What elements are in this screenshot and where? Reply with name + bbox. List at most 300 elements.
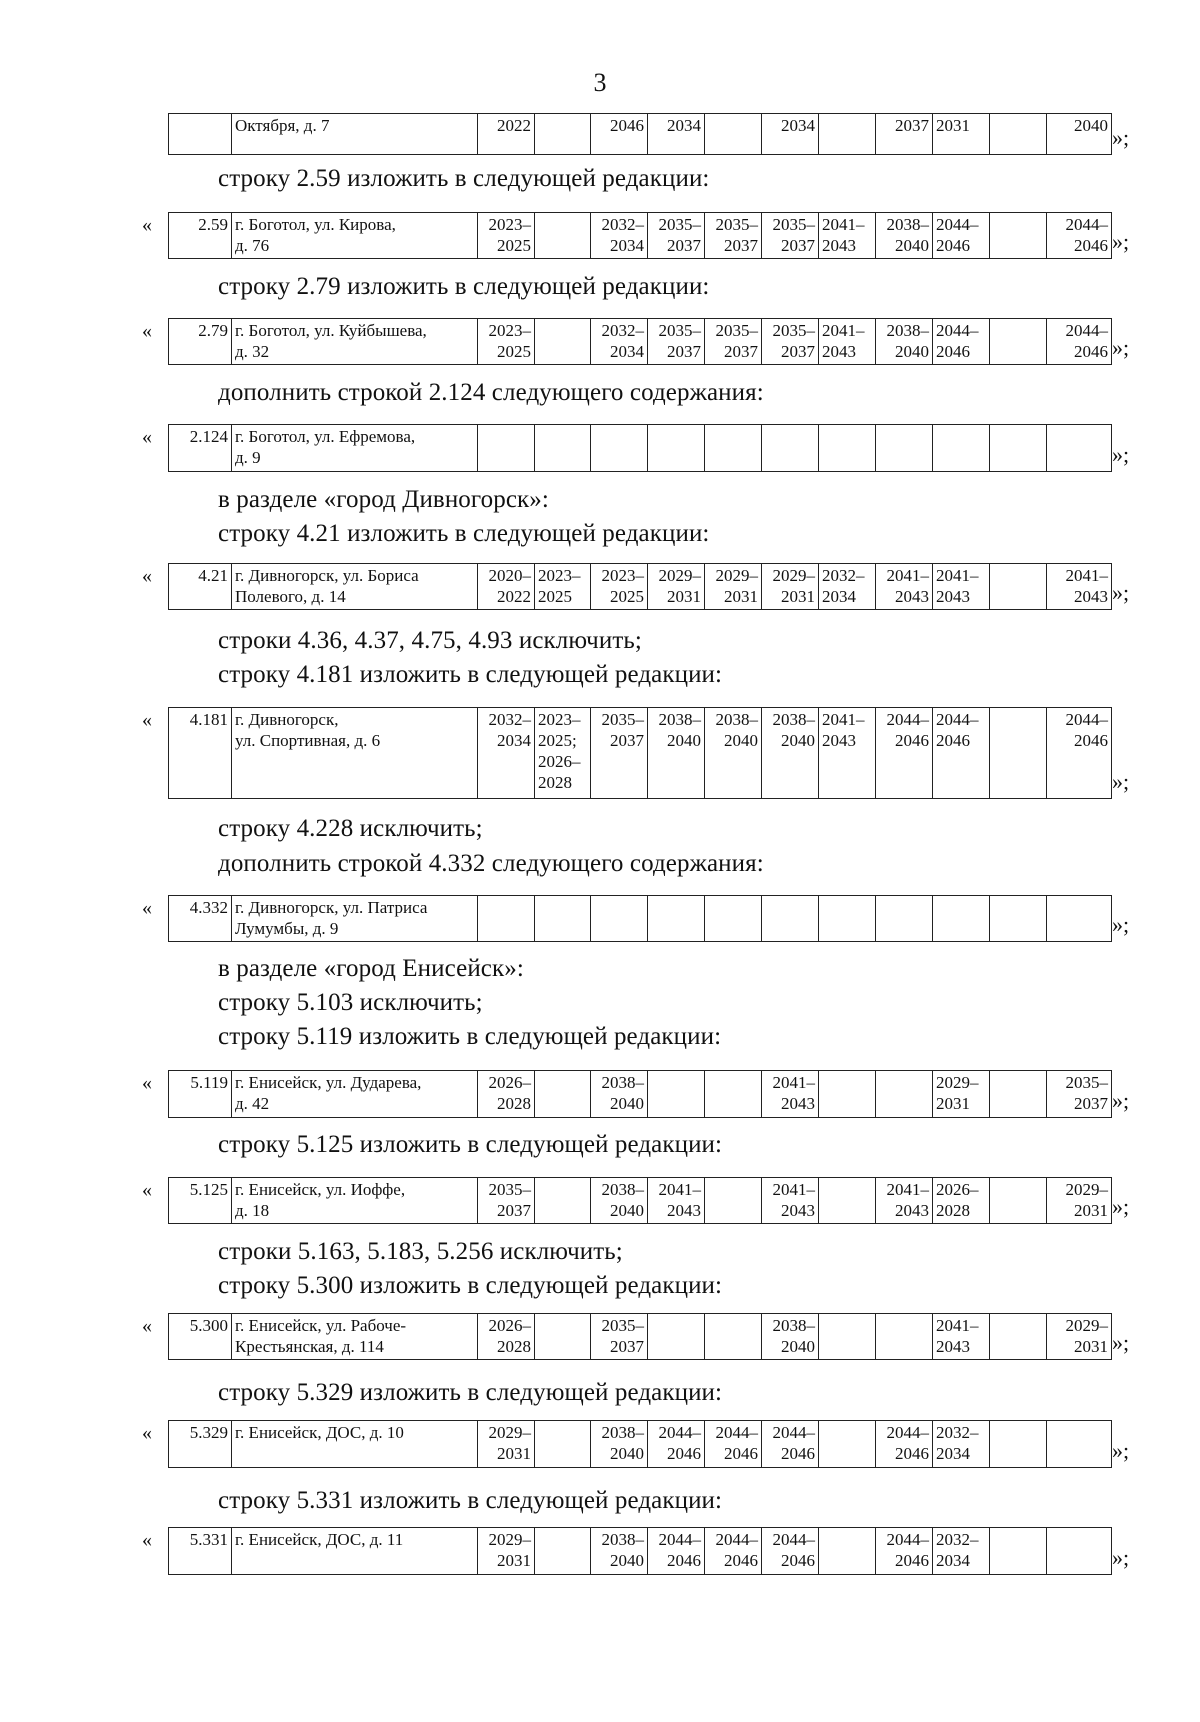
period-cell [535, 1528, 591, 1575]
period-value: 2038– 2040 [886, 215, 929, 255]
period-cell [705, 1314, 762, 1360]
period-cell [990, 708, 1047, 799]
period-cell [990, 564, 1047, 610]
period-value: 2044– 2046 [772, 1423, 815, 1463]
period-value: 2035– 2037 [658, 215, 701, 255]
period-value: 2035– 2037 [488, 1180, 531, 1220]
period-value: 2041– 2043 [822, 710, 865, 750]
period-cell [648, 1421, 705, 1468]
period-cell [990, 1421, 1047, 1468]
row-number-cell [169, 319, 232, 365]
period-cell [535, 425, 591, 472]
period-value: 2035– 2037 [658, 321, 701, 361]
instruction-4-181: строку 4.181 изложить в следующей редакции: [218, 661, 723, 688]
period-cell [535, 1421, 591, 1468]
open-quote: « [142, 1422, 152, 1444]
period-cell [1047, 114, 1112, 155]
period-cell [648, 114, 705, 155]
open-quote: « [142, 1179, 152, 1201]
period-cell [876, 319, 933, 365]
close-quote: »; [1112, 769, 1130, 794]
period-value: 2041– 2043 [658, 1180, 701, 1220]
period-cell [1047, 425, 1112, 472]
period-cell [478, 708, 535, 799]
period-cell [705, 114, 762, 155]
row-number-cell [169, 1314, 232, 1360]
period-cell [990, 1528, 1047, 1575]
period-cell [648, 708, 705, 799]
period-cell [819, 1178, 876, 1224]
period-cell [591, 708, 648, 799]
period-cell [478, 1314, 535, 1360]
address-cell [232, 1421, 478, 1468]
period-value: 2032– 2034 [936, 1423, 979, 1463]
period-cell [933, 1314, 990, 1360]
period-cell [933, 708, 990, 799]
period-cell [762, 114, 819, 155]
address-cell [232, 425, 478, 472]
period-cell [535, 213, 591, 259]
period-cell [762, 1528, 819, 1575]
period-value: 2035– 2037 [1065, 1073, 1108, 1113]
row-number-cell [169, 425, 232, 472]
period-cell [1047, 708, 1112, 799]
period-cell [591, 114, 648, 155]
open-quote: « [142, 1072, 152, 1094]
period-value: 2041– 2043 [772, 1180, 815, 1220]
period-value: 2026– 2028 [936, 1180, 979, 1220]
period-value: 2044– 2046 [1065, 321, 1108, 361]
period-value: 2029– 2031 [488, 1423, 531, 1463]
period-value: 2046 [610, 116, 644, 135]
close-quote: »; [1112, 1330, 1130, 1355]
open-quote: « [142, 320, 152, 342]
period-cell [762, 1421, 819, 1468]
period-value: 2037 [895, 116, 929, 135]
instruction-exclude-5-163: строки 5.163, 5.183, 5.256 исключить; [218, 1238, 623, 1265]
period-value: 2032– 2034 [936, 1530, 979, 1570]
period-cell [478, 1071, 535, 1118]
address-cell [232, 896, 478, 942]
close-quote: »; [1112, 1088, 1130, 1113]
instruction-exclude-4-36: строки 4.36, 4.37, 4.75, 4.93 исключить; [218, 627, 642, 654]
period-cell [933, 114, 990, 155]
period-value: 2034 [667, 116, 701, 135]
period-cell [1047, 1421, 1112, 1468]
open-quote: « [142, 214, 152, 236]
instruction-5-329: строку 5.329 изложить в следующей редакции: [218, 1379, 723, 1406]
period-value: 2029– 2031 [488, 1530, 531, 1570]
table-row-4-332 [168, 895, 1112, 942]
period-value: 2032– 2034 [822, 566, 865, 606]
period-cell [1047, 319, 1112, 365]
open-quote: « [142, 1315, 152, 1337]
period-cell [762, 564, 819, 610]
period-value: 2044– 2046 [936, 710, 979, 750]
address-cell [232, 114, 478, 155]
period-cell [876, 213, 933, 259]
instruction-2-59: строку 2.59 изложить в следующей редакции: [218, 165, 710, 192]
period-cell [648, 896, 705, 942]
period-cell [535, 896, 591, 942]
period-value: 2044– 2046 [886, 1423, 929, 1463]
period-value: 2044– 2046 [1065, 215, 1108, 255]
row-number-cell [169, 1071, 232, 1118]
period-cell [705, 319, 762, 365]
period-value: 2020– 2022 [488, 566, 531, 606]
period-value: 2044– 2046 [715, 1423, 758, 1463]
address-text: г. Енисейск, ул. Дударева, д. 42 [235, 1073, 422, 1113]
period-cell [591, 896, 648, 942]
period-cell [876, 1178, 933, 1224]
period-value: 2041– 2043 [886, 1180, 929, 1220]
row-number: 5.329 [189, 1423, 228, 1442]
table-row-5-119 [168, 1070, 1112, 1118]
period-value: 2041– 2043 [822, 215, 865, 255]
table-row-continued [168, 113, 1112, 155]
period-value: 2023– 2025; 2026– 2028 [538, 710, 581, 792]
period-value: 2023– 2025 [488, 321, 531, 361]
instruction-4-332: дополнить строкой 4.332 следующего содержания: [218, 850, 764, 877]
period-cell [933, 1528, 990, 1575]
period-value: 2038– 2040 [601, 1530, 644, 1570]
period-cell [819, 213, 876, 259]
period-cell [648, 319, 705, 365]
period-cell [819, 1314, 876, 1360]
period-cell [1047, 213, 1112, 259]
period-cell [990, 114, 1047, 155]
open-quote: « [142, 426, 152, 448]
instruction-exclude-4-228: строку 4.228 исключить; [218, 815, 483, 842]
period-value: 2029– 2031 [715, 566, 758, 606]
address-text: г. Боготол, ул. Куйбышева, д. 32 [235, 321, 427, 361]
period-cell [705, 1178, 762, 1224]
address-text: г. Боготол, ул. Ефремова, д. 9 [235, 427, 416, 467]
period-cell [762, 425, 819, 472]
row-number: 5.119 [190, 1073, 228, 1092]
address-text: г. Енисейск, ДОС, д. 11 [235, 1530, 404, 1549]
period-value: 2044– 2046 [658, 1530, 701, 1570]
period-cell [478, 896, 535, 942]
period-cell [762, 1071, 819, 1118]
period-value: 2032– 2034 [601, 215, 644, 255]
period-value: 2029– 2031 [936, 1073, 979, 1113]
period-cell [648, 213, 705, 259]
period-value: 2023– 2025 [538, 566, 581, 606]
period-value: 2041– 2043 [772, 1073, 815, 1113]
period-value: 2044– 2046 [936, 321, 979, 361]
period-cell [876, 708, 933, 799]
period-value: 2035– 2037 [715, 215, 758, 255]
period-cell [648, 1314, 705, 1360]
period-cell [1047, 1178, 1112, 1224]
period-cell [990, 1071, 1047, 1118]
instruction-2-124: дополнить строкой 2.124 следующего содержания: [218, 379, 764, 406]
period-value: 2029– 2031 [1065, 1180, 1108, 1220]
period-value: 2026– 2028 [488, 1316, 531, 1356]
period-cell [535, 114, 591, 155]
instruction-4-21: строку 4.21 изложить в следующей редакции: [218, 520, 710, 547]
close-quote: »; [1112, 335, 1130, 360]
period-cell [705, 213, 762, 259]
period-value: 2044– 2046 [1065, 710, 1108, 750]
period-value: 2032– 2034 [488, 710, 531, 750]
instruction-exclude-5-103: строку 5.103 исключить; [218, 989, 483, 1016]
period-cell [1047, 1314, 1112, 1360]
period-cell [478, 1528, 535, 1575]
row-number: 2.79 [198, 321, 228, 340]
period-cell [819, 319, 876, 365]
table-row-2-79 [168, 318, 1112, 365]
period-cell [990, 213, 1047, 259]
open-quote: « [142, 709, 152, 731]
address-text: г. Дивногорск, ул. Патриса Лумумбы, д. 9 [235, 898, 428, 938]
period-value: 2035– 2037 [772, 321, 815, 361]
period-cell [478, 1178, 535, 1224]
period-cell [819, 1421, 876, 1468]
address-text: г. Енисейск, ДОС, д. 10 [235, 1423, 404, 1442]
period-cell [933, 564, 990, 610]
row-number-cell [169, 213, 232, 259]
close-quote: »; [1112, 442, 1130, 467]
row-number-cell [169, 708, 232, 799]
address-text: г. Дивногорск, ул. Бориса Полевого, д. 14 [235, 566, 419, 606]
period-value: 2029– 2031 [772, 566, 815, 606]
close-quote: »; [1112, 1194, 1130, 1219]
period-cell [591, 425, 648, 472]
address-cell [232, 213, 478, 259]
period-value: 2035– 2037 [772, 215, 815, 255]
period-value: 2044– 2046 [658, 1423, 701, 1463]
close-quote: »; [1112, 1438, 1130, 1463]
period-cell [990, 896, 1047, 942]
period-cell [762, 213, 819, 259]
period-cell [705, 1528, 762, 1575]
period-cell [478, 114, 535, 155]
period-cell [1047, 1071, 1112, 1118]
period-cell [876, 1528, 933, 1575]
address-text: г. Енисейск, ул. Рабоче- Крестьянская, д. 114 [235, 1316, 407, 1356]
row-number: 5.331 [189, 1530, 228, 1549]
period-value: 2038– 2040 [658, 710, 701, 750]
row-number: 5.300 [189, 1316, 228, 1335]
address-cell [232, 708, 478, 799]
period-cell [990, 1314, 1047, 1360]
period-value: 2041– 2043 [936, 1316, 979, 1356]
period-cell [819, 1528, 876, 1575]
period-cell [478, 564, 535, 610]
period-cell [876, 1071, 933, 1118]
open-quote: « [142, 897, 152, 919]
period-cell [591, 1178, 648, 1224]
period-value: 2023– 2025 [601, 566, 644, 606]
period-value: 2044– 2046 [715, 1530, 758, 1570]
period-cell [648, 1071, 705, 1118]
period-value: 2038– 2040 [772, 710, 815, 750]
period-value: 2031 [936, 116, 970, 135]
period-cell [591, 1071, 648, 1118]
close-quote: »; [1112, 1545, 1130, 1570]
instruction-5-300: строку 5.300 изложить в следующей редакции: [218, 1272, 723, 1299]
period-value: 2029– 2031 [658, 566, 701, 606]
period-cell [705, 1071, 762, 1118]
period-cell [591, 319, 648, 365]
period-value: 2044– 2046 [886, 710, 929, 750]
section-divnogorsk: в разделе «город Дивногорск»: [218, 486, 549, 513]
period-cell [933, 1071, 990, 1118]
period-value: 2041– 2043 [822, 321, 865, 361]
period-value: 2029– 2031 [1065, 1316, 1108, 1356]
period-cell [819, 1071, 876, 1118]
instruction-5-119: строку 5.119 изложить в следующей редакции: [218, 1023, 722, 1050]
period-cell [876, 1421, 933, 1468]
period-value: 2034 [781, 116, 815, 135]
period-value: 2044– 2046 [886, 1530, 929, 1570]
period-cell [933, 1178, 990, 1224]
period-value: 2041– 2043 [936, 566, 979, 606]
period-value: 2038– 2040 [601, 1180, 644, 1220]
period-cell [876, 114, 933, 155]
period-cell [819, 114, 876, 155]
period-cell [535, 1178, 591, 1224]
address-cell [232, 1071, 478, 1118]
period-value: 2038– 2040 [601, 1073, 644, 1113]
period-cell [876, 425, 933, 472]
period-cell [819, 708, 876, 799]
address-text: г. Боготол, ул. Кирова, д. 76 [235, 215, 396, 255]
period-value: 2022 [497, 116, 531, 135]
period-value: 2041– 2043 [886, 566, 929, 606]
table-row-2-59 [168, 212, 1112, 259]
period-value: 2026– 2028 [488, 1073, 531, 1113]
table-row-5-125 [168, 1177, 1112, 1224]
period-cell [535, 564, 591, 610]
row-number: 2.59 [198, 215, 228, 234]
row-number-cell [169, 564, 232, 610]
address-cell [232, 1528, 478, 1575]
period-cell [648, 425, 705, 472]
row-number: 4.332 [189, 898, 228, 917]
period-cell [762, 896, 819, 942]
table-row-5-331 [168, 1527, 1112, 1575]
address-text: г. Дивногорск, ул. Спортивная, д. 6 [235, 710, 381, 750]
open-quote: « [142, 565, 152, 587]
close-quote: »; [1112, 912, 1130, 937]
row-number-cell [169, 1421, 232, 1468]
table-row-5-329 [168, 1420, 1112, 1468]
period-cell [876, 1314, 933, 1360]
page-number: 3 [593, 68, 607, 97]
period-cell [990, 1178, 1047, 1224]
period-cell [1047, 564, 1112, 610]
period-cell [478, 213, 535, 259]
period-cell [762, 1178, 819, 1224]
period-cell [535, 1314, 591, 1360]
instruction-5-125: строку 5.125 изложить в следующей редакции: [218, 1131, 723, 1158]
period-cell [478, 425, 535, 472]
period-value: 2044– 2046 [772, 1530, 815, 1570]
period-cell [535, 708, 591, 799]
row-number: 5.125 [189, 1180, 228, 1199]
close-quote: »; [1112, 229, 1130, 254]
period-cell [933, 213, 990, 259]
period-cell [1047, 1528, 1112, 1575]
period-cell [535, 1071, 591, 1118]
table-row-4-181 [168, 707, 1112, 799]
period-cell [933, 425, 990, 472]
period-value: 2038– 2040 [886, 321, 929, 361]
period-cell [990, 319, 1047, 365]
period-cell [648, 1178, 705, 1224]
address-text: Октября, д. 7 [235, 116, 330, 135]
period-value: 2035– 2037 [601, 1316, 644, 1356]
period-cell [648, 1528, 705, 1575]
address-cell [232, 1314, 478, 1360]
period-cell [478, 319, 535, 365]
section-eniseysk: в разделе «город Енисейск»: [218, 955, 524, 982]
period-cell [762, 1314, 819, 1360]
period-cell [876, 564, 933, 610]
period-value: 2038– 2040 [601, 1423, 644, 1463]
period-value: 2035– 2037 [601, 710, 644, 750]
table-row-4-21 [168, 563, 1112, 610]
instruction-2-79: строку 2.79 изложить в следующей редакции: [218, 273, 710, 300]
period-cell [762, 319, 819, 365]
period-cell [819, 425, 876, 472]
address-cell [232, 564, 478, 610]
period-cell [705, 896, 762, 942]
period-cell [933, 896, 990, 942]
period-cell [819, 896, 876, 942]
address-cell [232, 1178, 478, 1224]
period-value: 2044– 2046 [936, 215, 979, 255]
period-value: 2038– 2040 [715, 710, 758, 750]
period-cell [933, 319, 990, 365]
period-cell [705, 564, 762, 610]
close-quote: »; [1112, 580, 1130, 605]
period-cell [705, 708, 762, 799]
period-cell [591, 213, 648, 259]
period-cell [1047, 896, 1112, 942]
address-text: г. Енисейск, ул. Иоффе, д. 18 [235, 1180, 406, 1220]
period-cell [705, 1421, 762, 1468]
period-cell [762, 708, 819, 799]
row-number-cell [169, 1178, 232, 1224]
period-cell [591, 1314, 648, 1360]
period-value: 2038– 2040 [772, 1316, 815, 1356]
period-value: 2023– 2025 [488, 215, 531, 255]
period-cell [591, 1528, 648, 1575]
address-cell [232, 319, 478, 365]
period-cell [876, 896, 933, 942]
period-cell [478, 1421, 535, 1468]
period-cell [591, 1421, 648, 1468]
instruction-5-331: строку 5.331 изложить в следующей редакции: [218, 1487, 723, 1514]
table-row-2-124 [168, 424, 1112, 472]
row-number: 2.124 [189, 427, 228, 446]
period-cell [535, 319, 591, 365]
row-number-cell [169, 1528, 232, 1575]
close-quote: »; [1112, 125, 1130, 150]
period-value: 2041– 2043 [1065, 566, 1108, 606]
period-value: 2040 [1074, 116, 1108, 135]
open-quote: « [142, 1529, 152, 1551]
period-cell [990, 425, 1047, 472]
row-number: 4.21 [198, 566, 228, 585]
period-value: 2035– 2037 [715, 321, 758, 361]
period-cell [705, 425, 762, 472]
row-number-cell [169, 114, 232, 155]
